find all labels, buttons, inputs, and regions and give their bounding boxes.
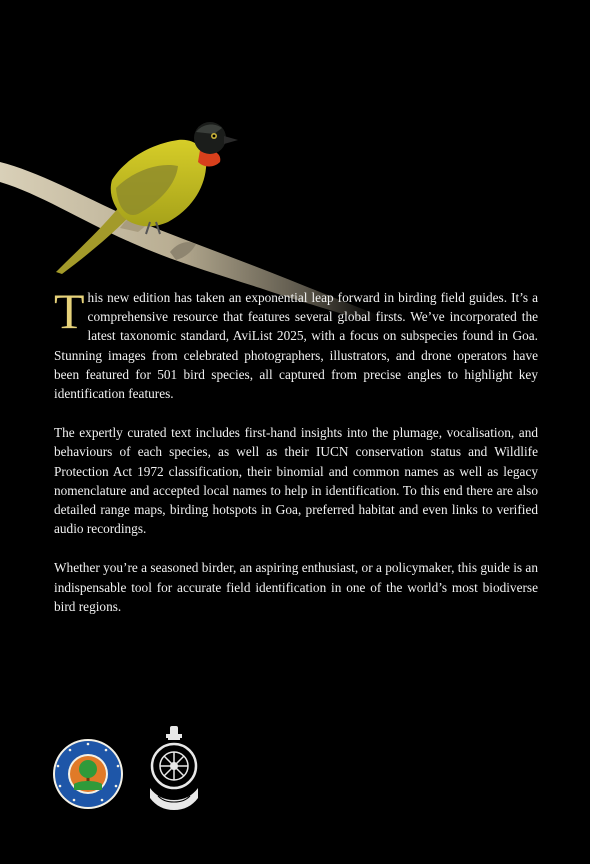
description-text (54, 283, 538, 636)
goa-state-biodiversity-board-logo (52, 738, 124, 810)
government-of-goa-emblem (144, 726, 204, 814)
logo-row (50, 726, 210, 816)
intro-paragraph (54, 283, 538, 403)
closing-paragraph: Whether you’re a seasoned birder, an aspiring enthusiast, or a policymaker, this guide is an indispensable tool for accurate field identification in one of the world’s most biodiverse bird regions. (54, 560, 538, 614)
drop-cap: T (54, 283, 85, 339)
details-paragraph: The expertly curated text includes first-hand insights into the plumage, vocalisation, and behaviours of each species, as well as their IUCN conservation status and Wildlife Protection Act 1972 classification, their binomial and common names as well as legacy nomenclature and accepted local names to help in identification. To this end there are also detailed range maps, birding hotspots in Goa, preferred habitat and even links to verified audio recordings. (54, 425, 538, 537)
intro-text: his new edition has taken an exponential leap forward in birding field guides. It’s a comprehensive resource that features several global firsts. We’ve incorporated the latest taxonomic standard, AviList 2025, with a focus on subspecies found in Goa. Stunning images from celebrated photographers, illustrators, and drone operators have been featured for 501 bird species, all captured from precise angles to highlight key identification features. (54, 290, 538, 402)
